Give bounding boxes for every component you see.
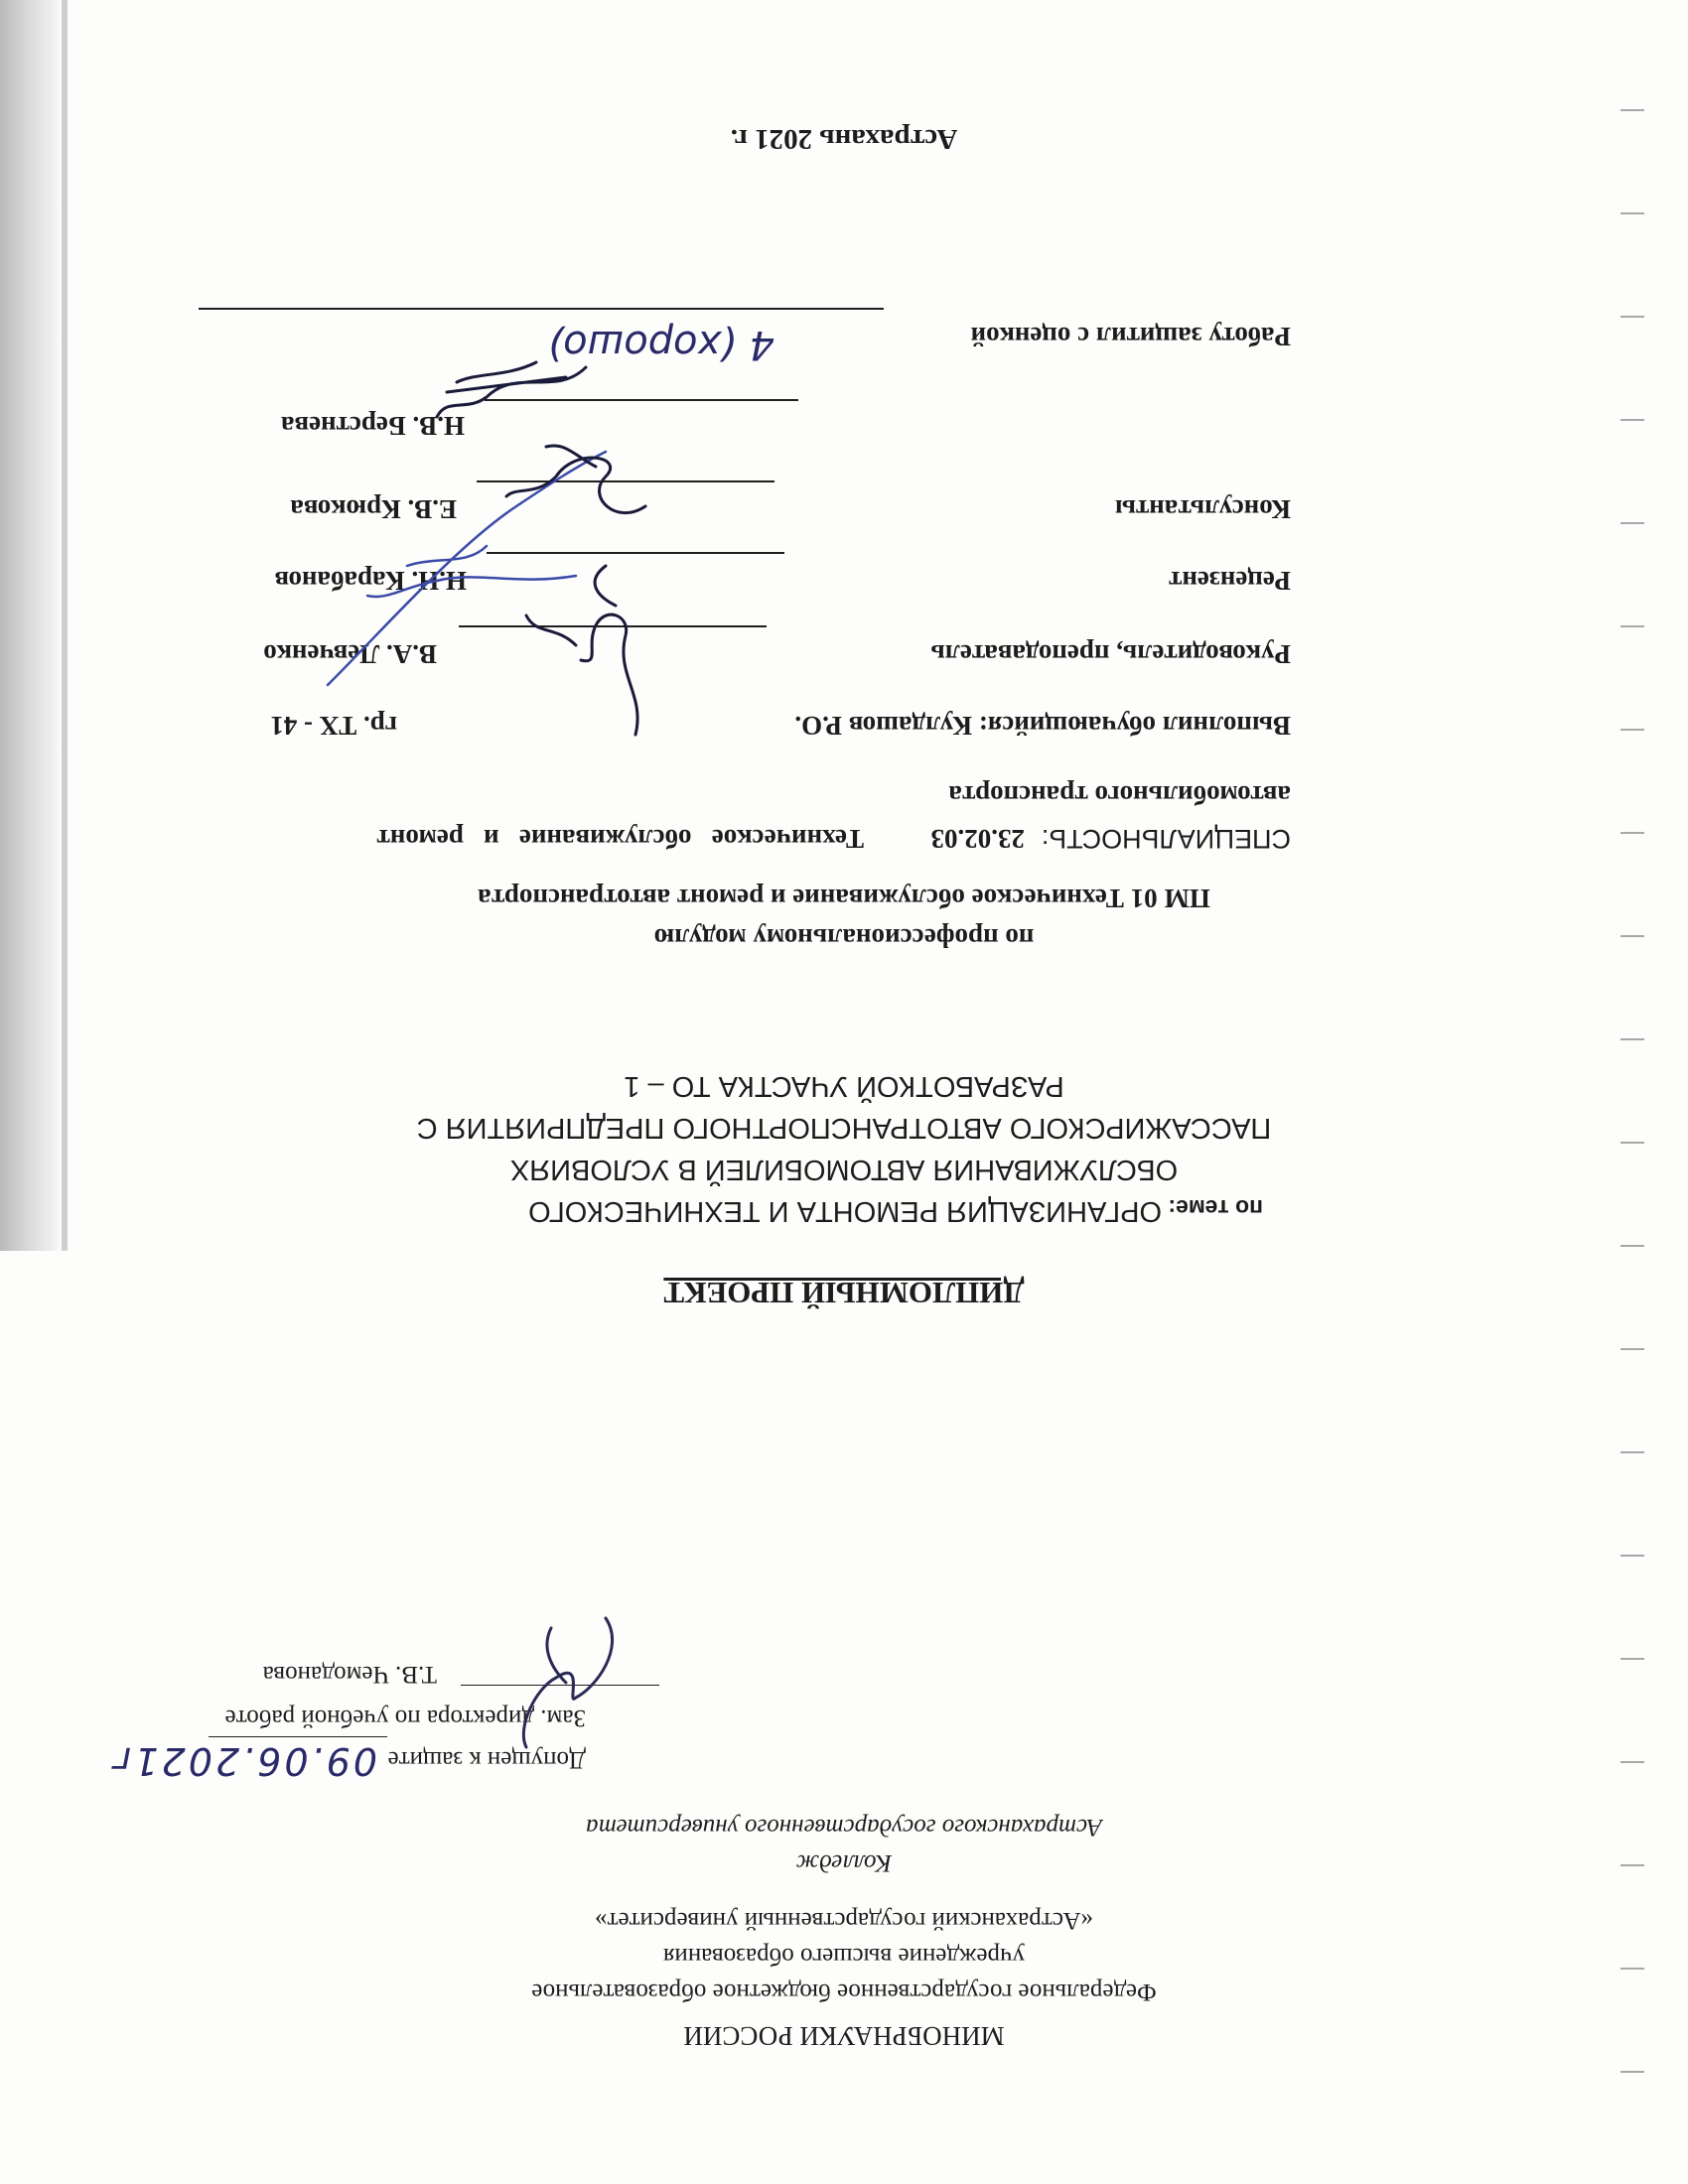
module-name: ПМ 01 Техническое обслуживание и ремонт автотранспорта [478, 884, 1210, 913]
specialty-name: Техническое обслуживание и ремонт [376, 824, 864, 854]
student-line: Выполнил обучающийся: Кулдашов Р.О. [794, 711, 1291, 741]
reviewer-label: Рецензент [1169, 566, 1291, 596]
ministry-line: МИНОБРНАУКИ РОССИИ [683, 2021, 1005, 2051]
approval-position: Зам. директора по учебной работе [224, 1705, 586, 1731]
topic-line: РАЗРАБОТКОЙ УЧАСТКА ТО – 1 [624, 1070, 1064, 1102]
date-underline [209, 1736, 387, 1737]
module-label: по профессиональному модулю [653, 923, 1035, 953]
topic-line: ОРГАНИЗАЦИЯ РЕМОНТА И ТЕХНИЧЕСКОГО [528, 1195, 1162, 1227]
admitted-date-handwritten: 09.06.2021г [108, 1739, 377, 1783]
approval-signature [496, 1608, 635, 1757]
college-line: Колледж [795, 1849, 893, 1876]
grade-label: Работу защитил с оценкой [970, 322, 1291, 351]
grade-handwritten: 4 (хорошо) [547, 322, 774, 367]
grade-line [199, 308, 884, 310]
admitted-label: Допущен к защите [387, 1746, 586, 1773]
document-type-title: ДИПЛОМНЫЙ ПРОЕКТ [663, 1276, 1025, 1310]
institution-line: учреждение высшего образования [662, 1943, 1026, 1970]
consultant1-name: Е.В. Крюкова [290, 494, 457, 524]
student-group: гр. ТХ - 41 [270, 711, 397, 741]
supervisor-name: В.А. Левченко [263, 639, 437, 669]
reviewer-name: Н.Н. Карабанов [274, 566, 467, 596]
consultant2-name: Н.В. Берстнева [281, 411, 465, 441]
institution-line: Федеральное государственное бюджетное образовательное [531, 1979, 1157, 2005]
college-line: Астраханского государственного университета [585, 1814, 1103, 1841]
specialty-code: 23.02.03 [930, 824, 1025, 854]
city-year: Астрахань 2021 г. [730, 123, 958, 155]
specialty-name-continued: автомобильного транспорта [948, 780, 1291, 810]
topic-label: по теме: [1168, 1195, 1263, 1221]
consultants-label: Консультанты [1114, 494, 1291, 524]
topic-line: ПАССАЖИРСКОГО АВТОТРАНСПОРТНОГО ПРЕДПРИЯТИЯ С [416, 1112, 1272, 1144]
consultant1-signature [487, 427, 665, 536]
supervisor-label: Руководитель, преподаватель [930, 639, 1291, 669]
specialty-label: СПЕЦИАЛЬНОСТЬ: [1041, 824, 1291, 854]
institution-line: «Астраханский государственный университет» [595, 1907, 1093, 1934]
approval-name: Т.В. Чемоданова [262, 1661, 437, 1688]
topic-line: ОБСЛУЖИВАНИЯ АВТОМОБИЛЕЙ В УСЛОВИЯХ [509, 1154, 1179, 1185]
